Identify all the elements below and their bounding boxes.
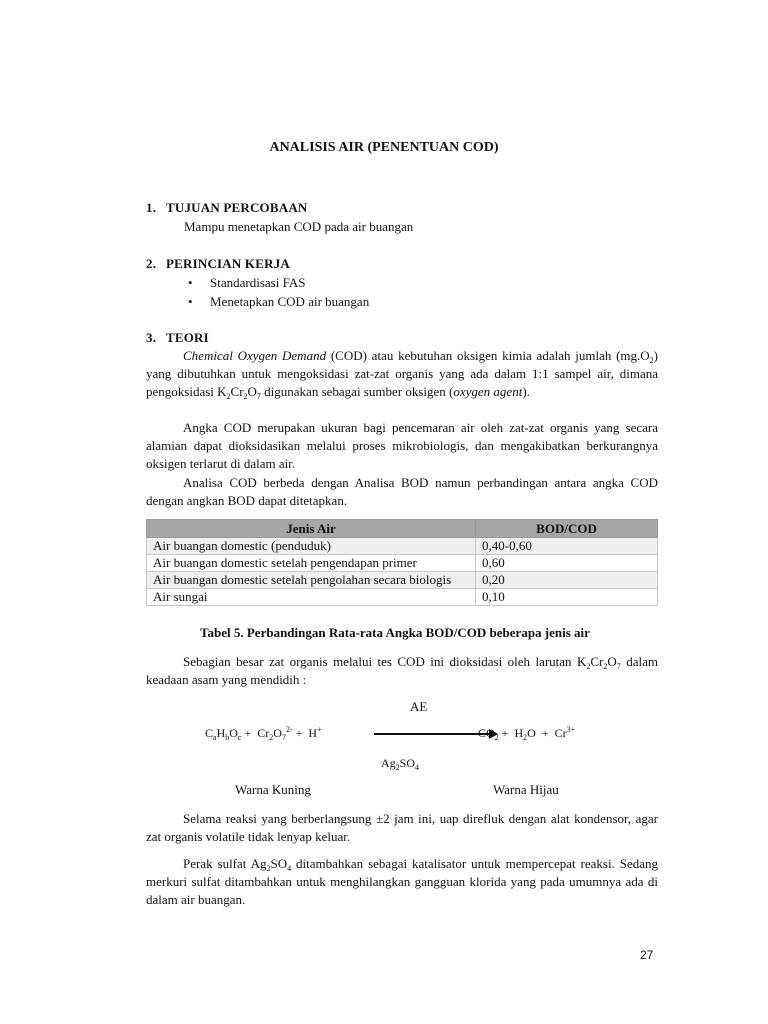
page-number: 27	[640, 948, 654, 962]
color-label-reactant: Warna Kuning	[235, 782, 311, 797]
teori-paragraph-3: Analisa COD berbeda dengan Analisa BOD namun perbandingan antara angka COD dengan angkan BOD dapat ditetapkan.	[146, 475, 658, 508]
paragraph-oksidasi: Sebagian besar zat organis melalui tes COD ini dioksidasi oleh larutan $K_2Cr_2O_7$ dalam keadaan asam yang mendidih :	[146, 654, 659, 687]
bullet-icon: •	[188, 294, 193, 309]
table-cell: Air sungai	[147, 589, 476, 606]
reaction-above-arrow: AE	[410, 699, 428, 714]
table-row	[147, 538, 658, 555]
list-item: • Menetapkan COD air buangan	[188, 294, 370, 309]
table-cell: Air buangan domestic setelah pengendapan primer	[147, 555, 476, 572]
table-cell: 0,60	[476, 555, 658, 572]
table-row	[147, 555, 658, 572]
table-cell: 0,10	[476, 589, 658, 606]
paragraph-katalis: Perak sulfat $Ag_2SO_4$ ditambahkan sebagai katalisator untuk mempercepat reaksi. Sedang merkuri sulfat ditambahkan untuk menghilangkan gangguan klorida yang pada umumnya ada di dalam air buangan.	[146, 856, 659, 907]
document-title: ANALISIS AIR (PENENTUAN COD)	[269, 140, 499, 155]
table-header-jenis-air: Jenis Air	[147, 520, 476, 538]
reaction-products: $CO_2 + H_2O + Cr^{3+}$	[478, 725, 576, 742]
table-cell: Air buangan domestic setelah pengolahan secara biologis	[147, 572, 476, 589]
teori-paragraph-1: Chemical Oxygen Demand (COD) atau kebutuhan oksigen kimia adalah jumlah $(mg.O_2)$ yang dibutuhkan untuk mengoksidasi zat-zat organis yang ada dalam 1:1 sampel air, dimana pengoksidasi $K_2Cr_2O_7$ digunakan sebagai sumber oksigen (oxygen agent).	[146, 348, 658, 401]
reaction-reactants: $C_aH_bO_c + Cr_2O_7^{2-} + H^+$	[205, 725, 322, 742]
section-heading-perincian: 2. PERINCIAN KERJA	[146, 256, 290, 271]
teori-paragraph-2: Angka COD merupakan ukuran bagi pencemaran air oleh zat-zat organis yang secara alamian dapat dioksidasikan melalui proses mikrobiologis, dan mengakibatkan berkurangnya oksigen terlarut di dalam air.	[146, 420, 658, 471]
section-heading-tujuan: 1. TUJUAN PERCOBAAN	[146, 200, 308, 215]
tujuan-text: Mampu menetapkan COD pada air buangan	[184, 219, 414, 234]
table-header-row	[147, 520, 658, 538]
list-item: • Standardisasi FAS	[188, 275, 306, 290]
paragraph-refluk: Selama reaksi yang berberlangsung ±2 jam ini, uap direfluk dengan alat kondensor, agar zat organis volatile tidak lenyap keluar.	[146, 811, 658, 844]
table-caption: Tabel 5. Perbandingan Rata-rata Angka BOD/COD beberapa jenis air	[200, 625, 590, 640]
section-heading-teori: 3. TEORI	[146, 330, 209, 345]
table-header-bod-cod: BOD/COD	[476, 520, 658, 538]
table-cell: 0,20	[476, 572, 658, 589]
color-label-product: Warna Hijau	[493, 782, 559, 797]
reaction-arrow-icon	[374, 733, 491, 735]
table-row	[147, 589, 658, 606]
bod-cod-table	[146, 519, 658, 606]
reaction-catalyst: $Ag_2SO_4$	[381, 756, 420, 772]
table-cell: 0,40-0,60	[476, 538, 658, 555]
table-row	[147, 572, 658, 589]
perincian-list	[185, 274, 369, 312]
table-cell: Air buangan domestic (penduduk)	[147, 538, 476, 555]
bullet-icon: •	[188, 275, 193, 290]
